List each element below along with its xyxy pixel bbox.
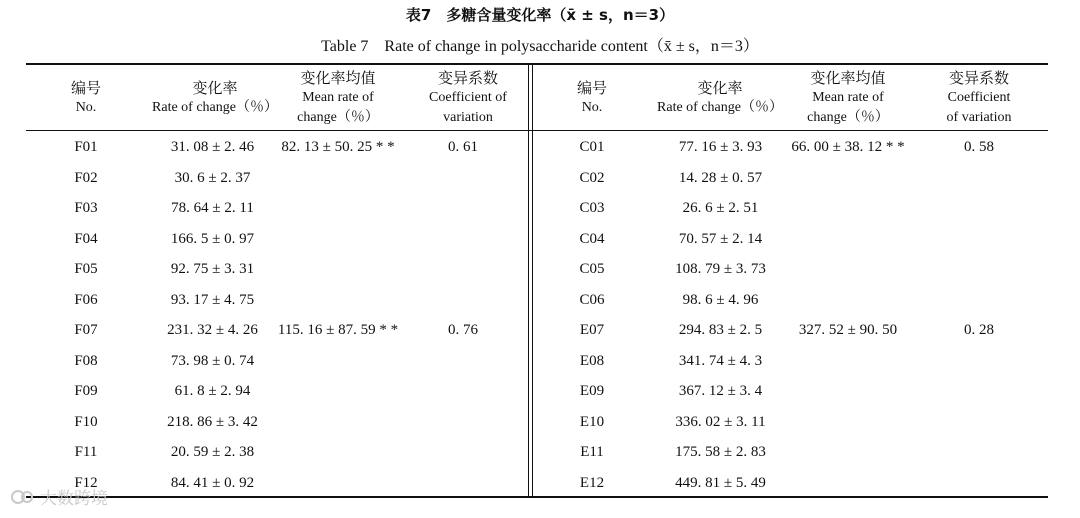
cell-left-id: F12 [74, 474, 98, 491]
header-right-cv-cn: 变异系数 [948, 69, 1009, 87]
cell-right-rate: 14. 28 ± 0. 57 [678, 169, 763, 186]
header-right-cv [924, 68, 1034, 128]
header-right-rate [645, 78, 795, 118]
header-right-mean-en1: Mean rate of [812, 90, 884, 105]
header-left-mean [278, 68, 398, 128]
table-row [0, 197, 1080, 228]
table-body [0, 136, 1080, 502]
header-right-cv-en1: Coefficient [947, 90, 1011, 105]
table-row [0, 380, 1080, 411]
cell-left-cv: 0. 61 [448, 139, 478, 155]
top-rule [26, 63, 1048, 65]
cell-right-cv: 0. 28 [964, 322, 994, 338]
cell-left-rate: 78. 64 ± 2. 11 [171, 200, 254, 216]
header-left-id-cn: 编号 [70, 79, 101, 97]
cell-right-mean: 327. 52 ± 90. 50 [798, 322, 898, 338]
cell-right-cv: 0. 58 [964, 139, 994, 155]
header-right-mean-en2: change（％） [807, 110, 889, 125]
watermark-logo-icon [10, 487, 34, 507]
cell-right-rate: 108. 79 ± 3. 73 [675, 261, 766, 277]
cell-right-id: C04 [579, 230, 605, 247]
cell-left-mean: 115. 16 ± 87. 59 * * [277, 322, 399, 338]
header-left-mean-en2: change（％） [297, 110, 379, 125]
cell-right-id: E08 [579, 352, 605, 369]
cell-right-id: E07 [579, 322, 605, 338]
header-left-mean-en1: Mean rate of [302, 90, 374, 105]
cell-left-id: F02 [74, 169, 98, 186]
cell-left-rate: 93. 17 ± 4. 75 [170, 291, 255, 308]
header-left-cv-en2: variation [443, 110, 493, 125]
cell-left-rate: 73. 98 ± 0. 74 [170, 352, 255, 369]
cell-left-rate: 84. 41 ± 0. 92 [170, 474, 255, 491]
cell-left-rate: 20. 59 ± 2. 38 [170, 444, 255, 460]
cell-left-id: F11 [74, 444, 98, 460]
cell-right-rate: 26. 6 ± 2. 51 [682, 200, 759, 216]
cell-right-id: E11 [580, 444, 604, 460]
table-row [0, 441, 1080, 472]
cell-right-rate: 70. 57 ± 2. 14 [678, 230, 763, 247]
cell-left-id: F08 [74, 352, 98, 369]
cell-left-rate: 31. 08 ± 2. 46 [170, 139, 255, 155]
table-row [0, 167, 1080, 198]
cell-right-rate: 449. 81 ± 5. 49 [675, 474, 766, 491]
cell-right-id: C01 [579, 139, 605, 155]
header-left-mean-cn: 变化率均值 [300, 69, 376, 87]
cell-right-id: C05 [579, 261, 605, 277]
cell-left-id: F10 [74, 413, 98, 430]
header-left-rate [140, 78, 290, 118]
cell-left-id: F03 [74, 200, 98, 216]
header-left-id [58, 78, 114, 118]
header-right-mean [788, 68, 908, 128]
header-right-cv-en2: of variation [946, 110, 1012, 125]
table-row [0, 228, 1080, 259]
header-right-id [564, 78, 620, 118]
cell-left-id: F01 [74, 139, 98, 155]
table-row [0, 319, 1080, 350]
cell-left-id: F05 [74, 261, 98, 277]
cell-left-mean: 82. 13 ± 50. 25 * * [281, 139, 395, 155]
table-row [0, 350, 1080, 381]
table-title-cn: 表7 多糖含量变化率（x̄ ± s，n＝3） [405, 6, 675, 24]
header-left-id-en: No. [75, 100, 97, 115]
header-right-mean-cn: 变化率均值 [810, 69, 886, 87]
cell-right-rate: 336. 02 ± 3. 11 [675, 413, 766, 430]
cell-left-id: F09 [74, 383, 98, 399]
cell-right-rate: 341. 74 ± 4. 3 [678, 352, 763, 369]
table-row [0, 258, 1080, 289]
cell-right-id: E10 [579, 413, 605, 430]
watermark-text: 大数跨境 [40, 489, 108, 509]
table-row [0, 472, 1080, 503]
header-right-id-cn: 编号 [576, 79, 607, 97]
header-left-cv-cn: 变异系数 [437, 69, 498, 87]
watermark [10, 484, 108, 509]
cell-right-rate: 175. 58 ± 2. 83 [675, 444, 766, 460]
cell-right-rate: 98. 6 ± 4. 96 [682, 291, 759, 308]
cell-right-rate: 367. 12 ± 3. 4 [678, 383, 763, 399]
cell-right-mean: 66. 00 ± 38. 12 * * [791, 139, 905, 155]
cell-right-id: E09 [579, 383, 605, 399]
cell-left-rate: 166. 5 ± 0. 97 [170, 230, 255, 247]
header-right-rate-en: Rate of change（％） [657, 100, 783, 115]
header-right-id-en: No. [581, 100, 603, 115]
cell-left-id: F07 [74, 322, 98, 338]
cell-right-id: E12 [579, 474, 605, 491]
cell-left-rate: 61. 8 ± 2. 94 [174, 383, 251, 399]
cell-left-rate: 92. 75 ± 3. 31 [170, 261, 255, 277]
cell-left-rate: 30. 6 ± 2. 37 [174, 169, 251, 186]
header-right-rate-cn: 变化率 [697, 79, 743, 97]
table-row [0, 289, 1080, 320]
table-row [0, 136, 1080, 167]
header-left-cv-en1: Coefficient of [429, 90, 507, 105]
header-rule [26, 130, 1048, 131]
cell-right-rate: 294. 83 ± 2. 5 [678, 322, 763, 338]
cell-left-id: F06 [74, 291, 98, 308]
header-left-rate-en: Rate of change（％） [152, 100, 278, 115]
header-left-cv [413, 68, 523, 128]
cell-left-cv: 0. 76 [448, 322, 478, 338]
cell-left-rate: 231. 32 ± 4. 26 [167, 322, 258, 338]
table-title-en: Table 7 Rate of change in polysaccharide content（x̄ ± s，n＝3） [321, 38, 759, 55]
cell-right-id: C06 [579, 291, 605, 308]
cell-left-id: F04 [74, 230, 98, 247]
cell-left-rate: 218. 86 ± 3. 42 [167, 413, 258, 430]
header-left-rate-cn: 变化率 [192, 79, 238, 97]
cell-right-id: C03 [579, 200, 605, 216]
cell-right-rate: 77. 16 ± 3. 93 [678, 139, 763, 155]
cell-right-id: C02 [579, 169, 605, 186]
table-row [0, 411, 1080, 442]
